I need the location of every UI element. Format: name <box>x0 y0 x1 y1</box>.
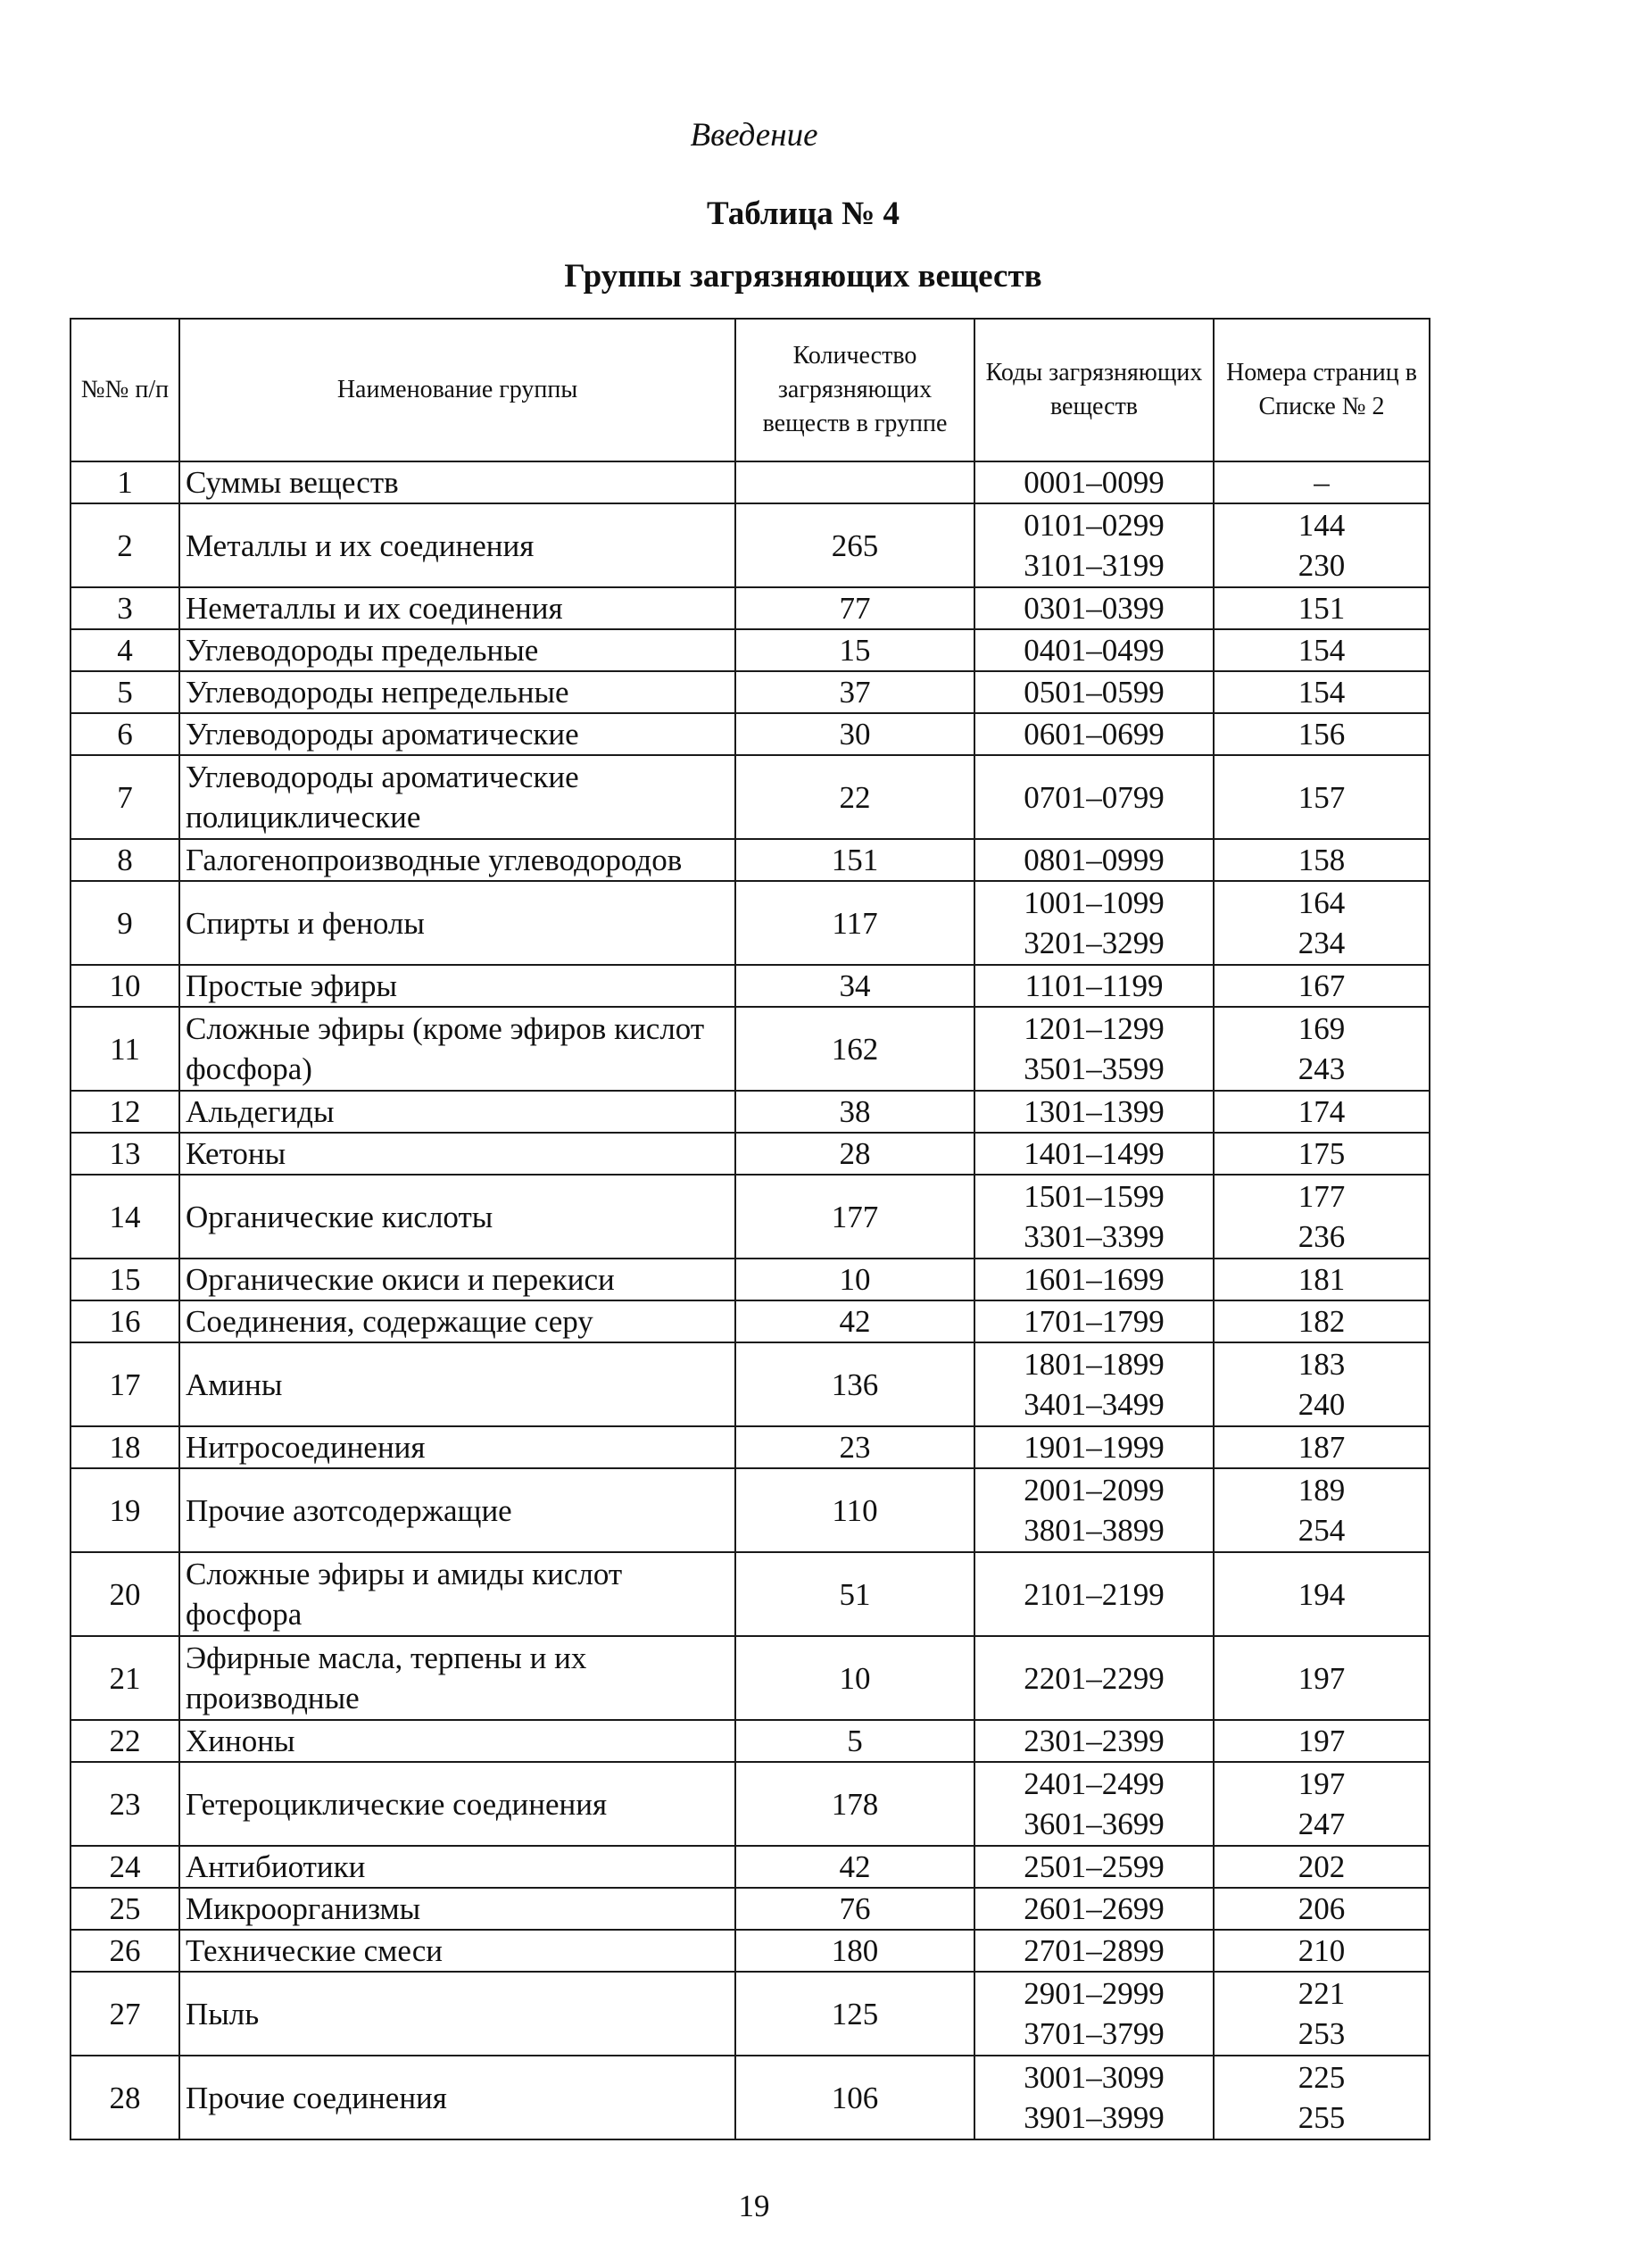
header-pages: Номера страниц в Списке № 2 <box>1214 319 1430 461</box>
header-codes: Коды загрязняющих веществ <box>974 319 1214 461</box>
list-page-numbers <box>1214 965 1430 1007</box>
table-row <box>70 503 1430 587</box>
substance-count: 265 <box>735 503 974 587</box>
group-name: Сложные эфиры (кроме эфиров кислот фосфора) <box>179 1007 735 1091</box>
table-row <box>70 671 1430 713</box>
page-ref: 189 <box>1298 1473 1346 1508</box>
table-row <box>70 1552 1430 1636</box>
page-ref: 194 <box>1298 1576 1346 1612</box>
row-number: 16 <box>70 1300 179 1342</box>
row-number: 14 <box>70 1175 179 1259</box>
code-range: 3901–3999 <box>1024 2100 1165 2135</box>
table-row <box>70 1846 1430 1888</box>
list-page-numbers <box>1214 881 1430 965</box>
substance-codes <box>974 503 1214 587</box>
table-row <box>70 587 1430 629</box>
table-row <box>70 1888 1430 1930</box>
code-range: 1901–1999 <box>1024 1430 1165 1465</box>
pollutant-groups-table <box>70 318 1430 2140</box>
substance-codes <box>974 1468 1214 1552</box>
substance-count: 162 <box>735 1007 974 1091</box>
code-range: 0401–0499 <box>1024 633 1165 668</box>
substance-codes <box>974 965 1214 1007</box>
code-range: 2101–2199 <box>1024 1576 1165 1612</box>
group-name: Суммы веществ <box>179 461 735 503</box>
row-number: 12 <box>70 1091 179 1133</box>
group-name: Гетероциклические соединения <box>179 1762 735 1846</box>
group-name: Углеводороды ароматические полициклические <box>179 755 735 839</box>
list-page-numbers <box>1214 1552 1430 1636</box>
table-row <box>70 1259 1430 1300</box>
code-range: 1701–1799 <box>1024 1304 1165 1339</box>
code-range: 1801–1899 <box>1024 1347 1165 1382</box>
row-number: 11 <box>70 1007 179 1091</box>
group-name: Прочие соединения <box>179 2056 735 2139</box>
table-row <box>70 1930 1430 1972</box>
table-row <box>70 713 1430 755</box>
substance-codes <box>974 1972 1214 2056</box>
group-name: Углеводороды непредельные <box>179 671 735 713</box>
group-name: Углеводороды ароматические <box>179 713 735 755</box>
substance-count: 38 <box>735 1091 974 1133</box>
group-name: Соединения, содержащие серу <box>179 1300 735 1342</box>
list-page-numbers <box>1214 1468 1430 1552</box>
page-ref: 181 <box>1298 1262 1346 1297</box>
group-name: Микроорганизмы <box>179 1888 735 1930</box>
code-range: 0601–0699 <box>1024 717 1165 752</box>
list-page-numbers <box>1214 1930 1430 1972</box>
code-range: 0301–0399 <box>1024 591 1165 626</box>
substance-count: 177 <box>735 1175 974 1259</box>
row-number: 24 <box>70 1846 179 1888</box>
substance-codes <box>974 1846 1214 1888</box>
code-range: 2901–2999 <box>1024 1976 1165 2011</box>
substance-count: 42 <box>735 1300 974 1342</box>
list-page-numbers <box>1214 1342 1430 1426</box>
row-number: 10 <box>70 965 179 1007</box>
header-group-name: Наименование группы <box>179 319 735 461</box>
page-ref: 202 <box>1298 1849 1346 1884</box>
list-page-numbers <box>1214 2056 1430 2139</box>
list-page-numbers <box>1214 713 1430 755</box>
substance-count: 110 <box>735 1468 974 1552</box>
row-number: 9 <box>70 881 179 965</box>
page-ref: 164 <box>1298 885 1346 920</box>
page-ref: 247 <box>1298 1807 1346 1841</box>
code-range: 1601–1699 <box>1024 1262 1165 1297</box>
group-name: Хиноны <box>179 1720 735 1762</box>
code-range: 0101–0299 <box>1024 508 1165 543</box>
page-ref: 183 <box>1298 1347 1346 1382</box>
page-ref: 225 <box>1298 2060 1346 2095</box>
list-page-numbers <box>1214 1762 1430 1846</box>
row-number: 13 <box>70 1133 179 1175</box>
page-ref: 154 <box>1298 633 1346 668</box>
list-page-numbers <box>1214 587 1430 629</box>
substance-codes <box>974 1091 1214 1133</box>
list-page-numbers <box>1214 1091 1430 1133</box>
substance-codes <box>974 461 1214 503</box>
group-name: Сложные эфиры и амиды кислот фосфора <box>179 1552 735 1636</box>
substance-count: 30 <box>735 713 974 755</box>
group-name: Антибиотики <box>179 1846 735 1888</box>
substance-count: 151 <box>735 839 974 881</box>
substance-codes <box>974 1259 1214 1300</box>
page-ref: 243 <box>1298 1051 1346 1086</box>
substance-count: 23 <box>735 1426 974 1468</box>
page-ref: 236 <box>1298 1219 1346 1254</box>
group-name: Нитросоединения <box>179 1426 735 1468</box>
table-row <box>70 839 1430 881</box>
code-range: 2601–2699 <box>1024 1891 1165 1926</box>
code-range: 0001–0099 <box>1024 465 1165 500</box>
group-name: Альдегиды <box>179 1091 735 1133</box>
group-name: Эфирные масла, терпены и их производные <box>179 1636 735 1720</box>
list-page-numbers <box>1214 1300 1430 1342</box>
row-number: 21 <box>70 1636 179 1720</box>
row-number: 25 <box>70 1888 179 1930</box>
page-ref: 197 <box>1298 1660 1346 1696</box>
substance-count: 5 <box>735 1720 974 1762</box>
group-name: Пыль <box>179 1972 735 2056</box>
row-number: 15 <box>70 1259 179 1300</box>
table-row <box>70 1636 1430 1720</box>
row-number: 20 <box>70 1552 179 1636</box>
substance-count: 34 <box>735 965 974 1007</box>
substance-count: 10 <box>735 1259 974 1300</box>
group-name: Амины <box>179 1342 735 1426</box>
row-number: 19 <box>70 1468 179 1552</box>
row-number: 6 <box>70 713 179 755</box>
list-page-numbers <box>1214 461 1430 503</box>
code-range: 3201–3299 <box>1024 926 1165 960</box>
code-range: 1501–1599 <box>1024 1179 1165 1214</box>
substance-codes <box>974 1426 1214 1468</box>
substance-codes <box>974 1007 1214 1091</box>
group-name: Технические смеси <box>179 1930 735 1972</box>
list-page-numbers <box>1214 1259 1430 1300</box>
list-page-numbers <box>1214 1846 1430 1888</box>
code-range: 3001–3099 <box>1024 2060 1165 2095</box>
table-title: Группы загрязняющих веществ <box>564 258 1042 295</box>
row-number: 26 <box>70 1930 179 1972</box>
group-name: Простые эфиры <box>179 965 735 1007</box>
substance-count: 77 <box>735 587 974 629</box>
header-quantity: Количество загрязняющих веществ в группе <box>735 319 974 461</box>
code-range: 2301–2399 <box>1024 1724 1165 1758</box>
page-ref: 169 <box>1298 1011 1346 1046</box>
page-ref: 255 <box>1298 2100 1346 2135</box>
page-ref: 187 <box>1298 1430 1346 1465</box>
row-number: 3 <box>70 587 179 629</box>
code-range: 1101–1199 <box>1024 968 1164 1003</box>
list-page-numbers <box>1214 1972 1430 2056</box>
group-name: Кетоны <box>179 1133 735 1175</box>
page-ref: 156 <box>1298 717 1346 752</box>
substance-count: 136 <box>735 1342 974 1426</box>
table-row <box>70 1007 1430 1091</box>
substance-codes <box>974 2056 1214 2139</box>
group-name: Органические окиси и перекиси <box>179 1259 735 1300</box>
page-ref: 167 <box>1298 968 1346 1003</box>
table-row <box>70 1133 1430 1175</box>
page-ref: 182 <box>1298 1304 1346 1339</box>
page-ref: 210 <box>1298 1933 1346 1968</box>
table-row <box>70 1720 1430 1762</box>
substance-count: 117 <box>735 881 974 965</box>
substance-count <box>735 461 974 503</box>
code-range: 3401–3499 <box>1024 1387 1165 1422</box>
substance-count: 15 <box>735 629 974 671</box>
table-row <box>70 1091 1430 1133</box>
group-name: Галогенопроизводные углеводородов <box>179 839 735 881</box>
code-range: 2501–2599 <box>1024 1849 1165 1884</box>
page-number: 19 <box>738 2189 770 2223</box>
table-row <box>70 1426 1430 1468</box>
table-row <box>70 881 1430 965</box>
substance-count: 180 <box>735 1930 974 1972</box>
code-range: 0501–0599 <box>1024 675 1165 710</box>
page-ref: 157 <box>1298 779 1346 815</box>
row-number: 7 <box>70 755 179 839</box>
list-page-numbers <box>1214 1007 1430 1091</box>
page-ref: 197 <box>1298 1766 1346 1801</box>
group-name: Металлы и их соединения <box>179 503 735 587</box>
group-name: Углеводороды предельные <box>179 629 735 671</box>
table-row <box>70 629 1430 671</box>
page-ref: 230 <box>1298 548 1346 583</box>
substance-codes <box>974 1720 1214 1762</box>
row-number: 4 <box>70 629 179 671</box>
list-page-numbers <box>1214 629 1430 671</box>
substance-codes <box>974 1300 1214 1342</box>
substance-count: 37 <box>735 671 974 713</box>
substance-codes <box>974 881 1214 965</box>
code-range: 3501–3599 <box>1024 1051 1165 1086</box>
substance-count: 28 <box>735 1133 974 1175</box>
substance-codes <box>974 1930 1214 1972</box>
table-row <box>70 2056 1430 2139</box>
list-page-numbers <box>1214 1175 1430 1259</box>
page-ref: 158 <box>1298 843 1346 877</box>
row-number: 17 <box>70 1342 179 1426</box>
code-range: 1301–1399 <box>1024 1094 1165 1129</box>
list-page-numbers <box>1214 1636 1430 1720</box>
list-page-numbers <box>1214 1720 1430 1762</box>
page-ref: 197 <box>1298 1724 1346 1758</box>
substance-codes <box>974 839 1214 881</box>
page-ref: 174 <box>1298 1094 1346 1129</box>
row-number: 8 <box>70 839 179 881</box>
list-page-numbers <box>1214 671 1430 713</box>
list-page-numbers <box>1214 503 1430 587</box>
code-range: 3101–3199 <box>1024 548 1165 583</box>
page-ref: 154 <box>1298 675 1346 710</box>
page-ref: 177 <box>1298 1179 1346 1214</box>
row-number: 27 <box>70 1972 179 2056</box>
row-number: 2 <box>70 503 179 587</box>
substance-codes <box>974 1636 1214 1720</box>
page-ref: 144 <box>1298 508 1346 543</box>
page-ref: 254 <box>1298 1513 1346 1548</box>
substance-codes <box>974 1175 1214 1259</box>
code-range: 2701–2899 <box>1024 1933 1165 1968</box>
page-ref: 151 <box>1298 591 1346 626</box>
row-number: 1 <box>70 461 179 503</box>
substance-codes <box>974 1888 1214 1930</box>
code-range: 0801–0999 <box>1024 843 1165 877</box>
substance-codes <box>974 1133 1214 1175</box>
code-range: 1201–1299 <box>1024 1011 1165 1046</box>
table-row <box>70 461 1430 503</box>
substance-codes <box>974 1552 1214 1636</box>
page-ref: 240 <box>1298 1387 1346 1422</box>
code-range: 3301–3399 <box>1024 1219 1165 1254</box>
list-page-numbers <box>1214 755 1430 839</box>
list-page-numbers <box>1214 1888 1430 1930</box>
code-range: 0701–0799 <box>1024 779 1165 815</box>
substance-codes <box>974 671 1214 713</box>
row-number: 5 <box>70 671 179 713</box>
table-row <box>70 965 1430 1007</box>
substance-count: 10 <box>735 1636 974 1720</box>
table-row <box>70 1762 1430 1846</box>
table-row <box>70 1468 1430 1552</box>
group-name: Органические кислоты <box>179 1175 735 1259</box>
substance-count: 125 <box>735 1972 974 2056</box>
table-number: Таблица № 4 <box>707 195 900 232</box>
substance-count: 178 <box>735 1762 974 1846</box>
header-num: №№ п/п <box>70 319 179 461</box>
list-page-numbers <box>1214 839 1430 881</box>
table-row <box>70 1175 1430 1259</box>
code-range: 2401–2499 <box>1024 1766 1165 1801</box>
page-ref: 206 <box>1298 1891 1346 1926</box>
code-range: 2201–2299 <box>1024 1660 1165 1696</box>
substance-codes <box>974 587 1214 629</box>
page-ref: 175 <box>1298 1136 1346 1171</box>
code-range: 3801–3899 <box>1024 1513 1165 1548</box>
table-body <box>70 461 1430 2139</box>
table-header-row <box>70 319 1430 461</box>
substance-codes <box>974 713 1214 755</box>
code-range: 1401–1499 <box>1024 1136 1165 1171</box>
row-number: 18 <box>70 1426 179 1468</box>
substance-codes <box>974 629 1214 671</box>
code-range: 3601–3699 <box>1024 1807 1165 1841</box>
substance-codes <box>974 1762 1214 1846</box>
substance-count: 42 <box>735 1846 974 1888</box>
group-name: Прочие азотсодержащие <box>179 1468 735 1552</box>
row-number: 23 <box>70 1762 179 1846</box>
table-row <box>70 1972 1430 2056</box>
list-page-numbers <box>1214 1133 1430 1175</box>
code-range: 2001–2099 <box>1024 1473 1165 1508</box>
row-number: 22 <box>70 1720 179 1762</box>
table-row <box>70 1300 1430 1342</box>
substance-count: 76 <box>735 1888 974 1930</box>
page-ref: 253 <box>1298 2016 1346 2051</box>
substance-count: 106 <box>735 2056 974 2139</box>
substance-count: 22 <box>735 755 974 839</box>
page-ref: 221 <box>1298 1976 1346 2011</box>
section-title: Введение <box>690 117 818 154</box>
list-page-numbers <box>1214 1426 1430 1468</box>
code-range: 1001–1099 <box>1024 885 1165 920</box>
table-row <box>70 755 1430 839</box>
group-name: Неметаллы и их соединения <box>179 587 735 629</box>
page-ref: – <box>1314 465 1330 500</box>
table-row <box>70 1342 1430 1426</box>
substance-codes <box>974 755 1214 839</box>
page-ref: 234 <box>1298 926 1346 960</box>
substance-codes <box>974 1342 1214 1426</box>
row-number: 28 <box>70 2056 179 2139</box>
code-range: 3701–3799 <box>1024 2016 1165 2051</box>
substance-count: 51 <box>735 1552 974 1636</box>
group-name: Спирты и фенолы <box>179 881 735 965</box>
pollutant-groups-table-container <box>70 318 1430 2140</box>
